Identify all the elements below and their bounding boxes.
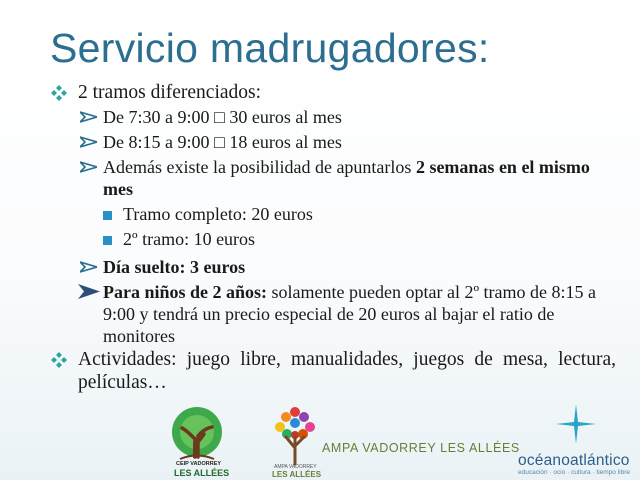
ninos-bold: Para niños de 2 años: xyxy=(103,282,268,302)
diamond-bullet-icon xyxy=(51,352,67,368)
ninos-dos-anos-item xyxy=(103,281,621,347)
ninos-text: solamente pueden optar al 2º tramo de 8:15 a 9:00 y tendrá un precio especial de 20 euros al bajar el ratio de monitores xyxy=(103,282,597,346)
section-tramos-label: 2 tramos diferenciados: xyxy=(78,82,262,103)
oceano-logo-tagline: educación · ocio · cultura · tiempo libre xyxy=(518,469,630,476)
arrow-bullet-icon xyxy=(80,136,97,148)
segundo-tramo-item: 2º tramo: 10 euros xyxy=(123,229,256,249)
tramo-completo-item: Tramo completo: 20 euros xyxy=(123,204,313,224)
arrow-bullet-icon xyxy=(78,284,100,299)
actividades-item: Actividades: juego libre, manualidades, juegos de mesa, lectura, películas… xyxy=(78,349,616,393)
ampa-name: AMPA VADORREY LES ALLÉES xyxy=(322,441,520,455)
ceip-caption-2: LES ALLÉES xyxy=(174,468,230,478)
arrow-bullet-icon xyxy=(80,111,97,123)
tramo-item-2: De 8:15 a 9:00 □ 18 euros al mes xyxy=(103,132,342,152)
ceip-caption-1: CEIP VADORREY xyxy=(176,461,222,467)
semanas-text: Además existe la posibilidad de apuntarlos xyxy=(103,157,416,177)
dia-suelto-item xyxy=(103,256,245,278)
square-bullet-icon xyxy=(103,236,112,245)
star-logo-icon xyxy=(556,404,596,444)
tramo-item-1: De 7:30 a 9:00 □ 30 euros al mes xyxy=(103,107,342,127)
colorful-tree-icon xyxy=(270,404,320,466)
diamond-bullet-icon xyxy=(51,85,67,101)
semanas-bold: 2 semanas en el mismo mes xyxy=(103,157,590,199)
slide-title: Servicio madrugadores: xyxy=(50,25,490,71)
ampa-caption-1: AMPA VADORREY xyxy=(274,464,317,470)
dia-suelto-bold: Día suelto: 3 euros xyxy=(103,257,246,277)
tree-logo-icon xyxy=(162,404,232,464)
square-bullet-icon xyxy=(103,211,112,220)
semanas-item xyxy=(103,156,623,200)
ampa-caption-2: LES ALLÉES xyxy=(272,470,322,479)
arrow-bullet-icon xyxy=(80,261,97,273)
arrow-bullet-icon xyxy=(80,161,97,173)
oceano-logo-name: océanoatlántico xyxy=(518,452,630,469)
ceip-logo xyxy=(162,404,232,480)
